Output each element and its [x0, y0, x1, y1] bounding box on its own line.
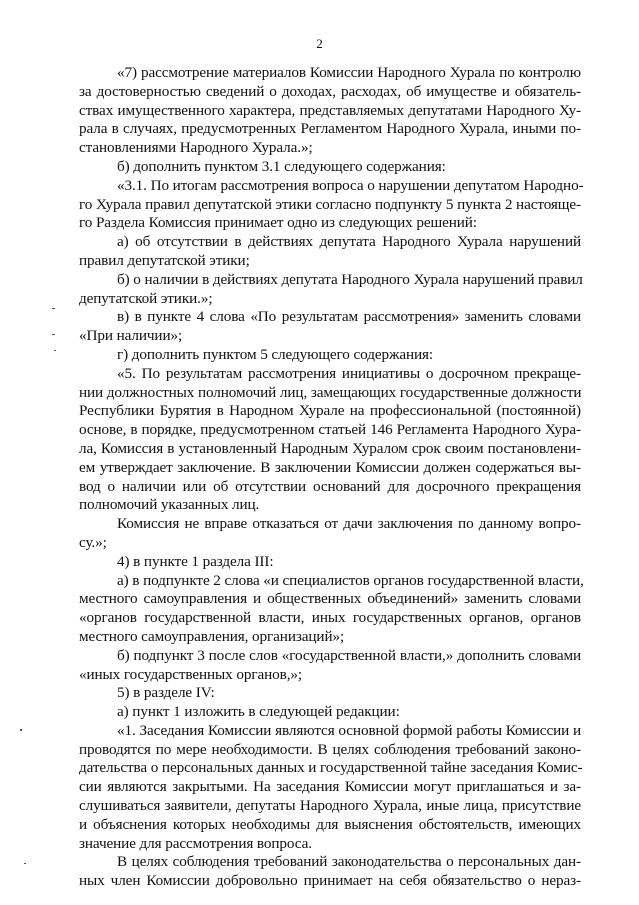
- text-line: значение для рассмотрения вопроса.: [79, 834, 312, 852]
- text-line: «При наличии»;: [79, 327, 183, 345]
- text-line: а) об отсутствии в действиях депутата Народного Хурала нарушений: [117, 233, 581, 251]
- text-line: 5) в разделе IV:: [117, 684, 215, 702]
- scan-speck: [52, 308, 55, 309]
- text-line: сии являются закрытыми. На заседания Комиссии могут приглашаться и за-: [79, 778, 581, 796]
- scan-speck: [20, 729, 22, 731]
- text-line: ем утверждает заключение. В заключении Комиссии должен содержаться вы-: [79, 458, 581, 476]
- text-line: правил депутатской этики;: [79, 251, 250, 269]
- text-line: «7) рассмотрение материалов Комиссии Народного Хурала по контролю: [117, 64, 581, 81]
- text-line: Комиссия не вправе отказаться от дачи заключения по данному вопро-: [117, 515, 581, 533]
- text-line: ствах имущественного характера, представляемых депутатами Народного Ху-: [79, 101, 581, 119]
- text-line: б) дополнить пунктом 3.1 следующего содержания:: [117, 157, 446, 175]
- text-line: нии должностных полномочий лиц, замещающих государственные должности: [79, 383, 582, 401]
- text-line: а) в подпункте 2 слова «и специалистов органов государственной власти,: [117, 571, 584, 589]
- text-line: Республики Бурятия в Народном Хурале на профессиональной (постоянной): [79, 402, 581, 420]
- text-line: основе, в порядке, предусмотренном статьей 146 Регламента Народного Хура-: [79, 421, 581, 439]
- text-line: ла, Комиссия в установленный Народным Хуралом срок своим постановлени-: [79, 439, 581, 457]
- text-line: В целях соблюдения требований законодательства о персональных дан-: [117, 853, 581, 871]
- text-line: го Раздела Комиссия принимает одно из следующих решений:: [79, 214, 477, 232]
- text-line: вод о наличии или об отсутствии оснований для досрочного прекращения: [79, 477, 581, 495]
- text-line: «3.1. По итогам рассмотрения вопроса о нарушении депутатом Народно-: [117, 176, 584, 194]
- text-line: «1. Заседания Комиссии являются основной формой работы Комиссии и: [117, 721, 581, 739]
- text-line: су.»;: [79, 533, 107, 551]
- text-line: местного самоуправления, организаций»;: [79, 627, 345, 645]
- text-line: местного самоуправления и общественных объединений» заменить словами: [79, 590, 581, 608]
- text-line: слушиваться заявители, депутаты Народного Хурала, иные лица, присутствие: [79, 797, 581, 815]
- scan-speck: [24, 863, 26, 864]
- page-number: 2: [316, 36, 323, 51]
- text-line: ных член Комиссии добровольно принимает на себя обязательство о нераз-: [79, 872, 581, 890]
- text-line: г) дополнить пунктом 5 следующего содержания:: [117, 345, 434, 363]
- text-line: рала в случаях, предусмотренных Регламентом Народного Хурала, иными по-: [79, 120, 581, 138]
- text-line: «органов государственной власти, иных государственных органов, органов: [79, 609, 581, 627]
- text-line: б) о наличии в действиях депутата Народного Хурала нарушений правил: [117, 270, 583, 288]
- scan-speck: [54, 350, 56, 351]
- text-line: в) в пункте 4 слова «По результатам рассмотрения» заменить словами: [117, 308, 581, 326]
- text-line: и объяснения которых необходимы для выяснения обстоятельств, имеющих: [79, 815, 581, 833]
- text-line: депутатской этики.»;: [79, 289, 213, 307]
- text-line: становлениями Народного Хурала.»;: [79, 139, 313, 157]
- text-line: а) пункт 1 изложить в следующей редакции:: [117, 703, 400, 721]
- text-line: проводятся по мере необходимости. В целях соблюдения требований законо-: [79, 740, 581, 758]
- text-line: «иных государственных органов,»;: [79, 665, 303, 683]
- text-line: дательства о персональных данных и государственной тайне заседания Комис-: [79, 759, 583, 777]
- text-line: за достоверностью сведений о доходах, расходах, об имуществе и обязатель-: [79, 82, 581, 100]
- text-line: б) подпункт 3 после слов «государственной власти,» дополнить словами: [117, 646, 581, 664]
- text-line: го Хурала правил депутатской этики согласно подпункту 5 пункта 2 настояще-: [79, 195, 581, 213]
- text-line: полномочий указанных лиц.: [79, 496, 260, 514]
- document-body: [79, 64, 584, 891]
- text-line: «5. По результатам рассмотрения инициативы о досрочном прекраще-: [117, 364, 581, 382]
- text-line: 4) в пункте 1 раздела III:: [117, 552, 274, 570]
- scan-speck: [52, 334, 55, 335]
